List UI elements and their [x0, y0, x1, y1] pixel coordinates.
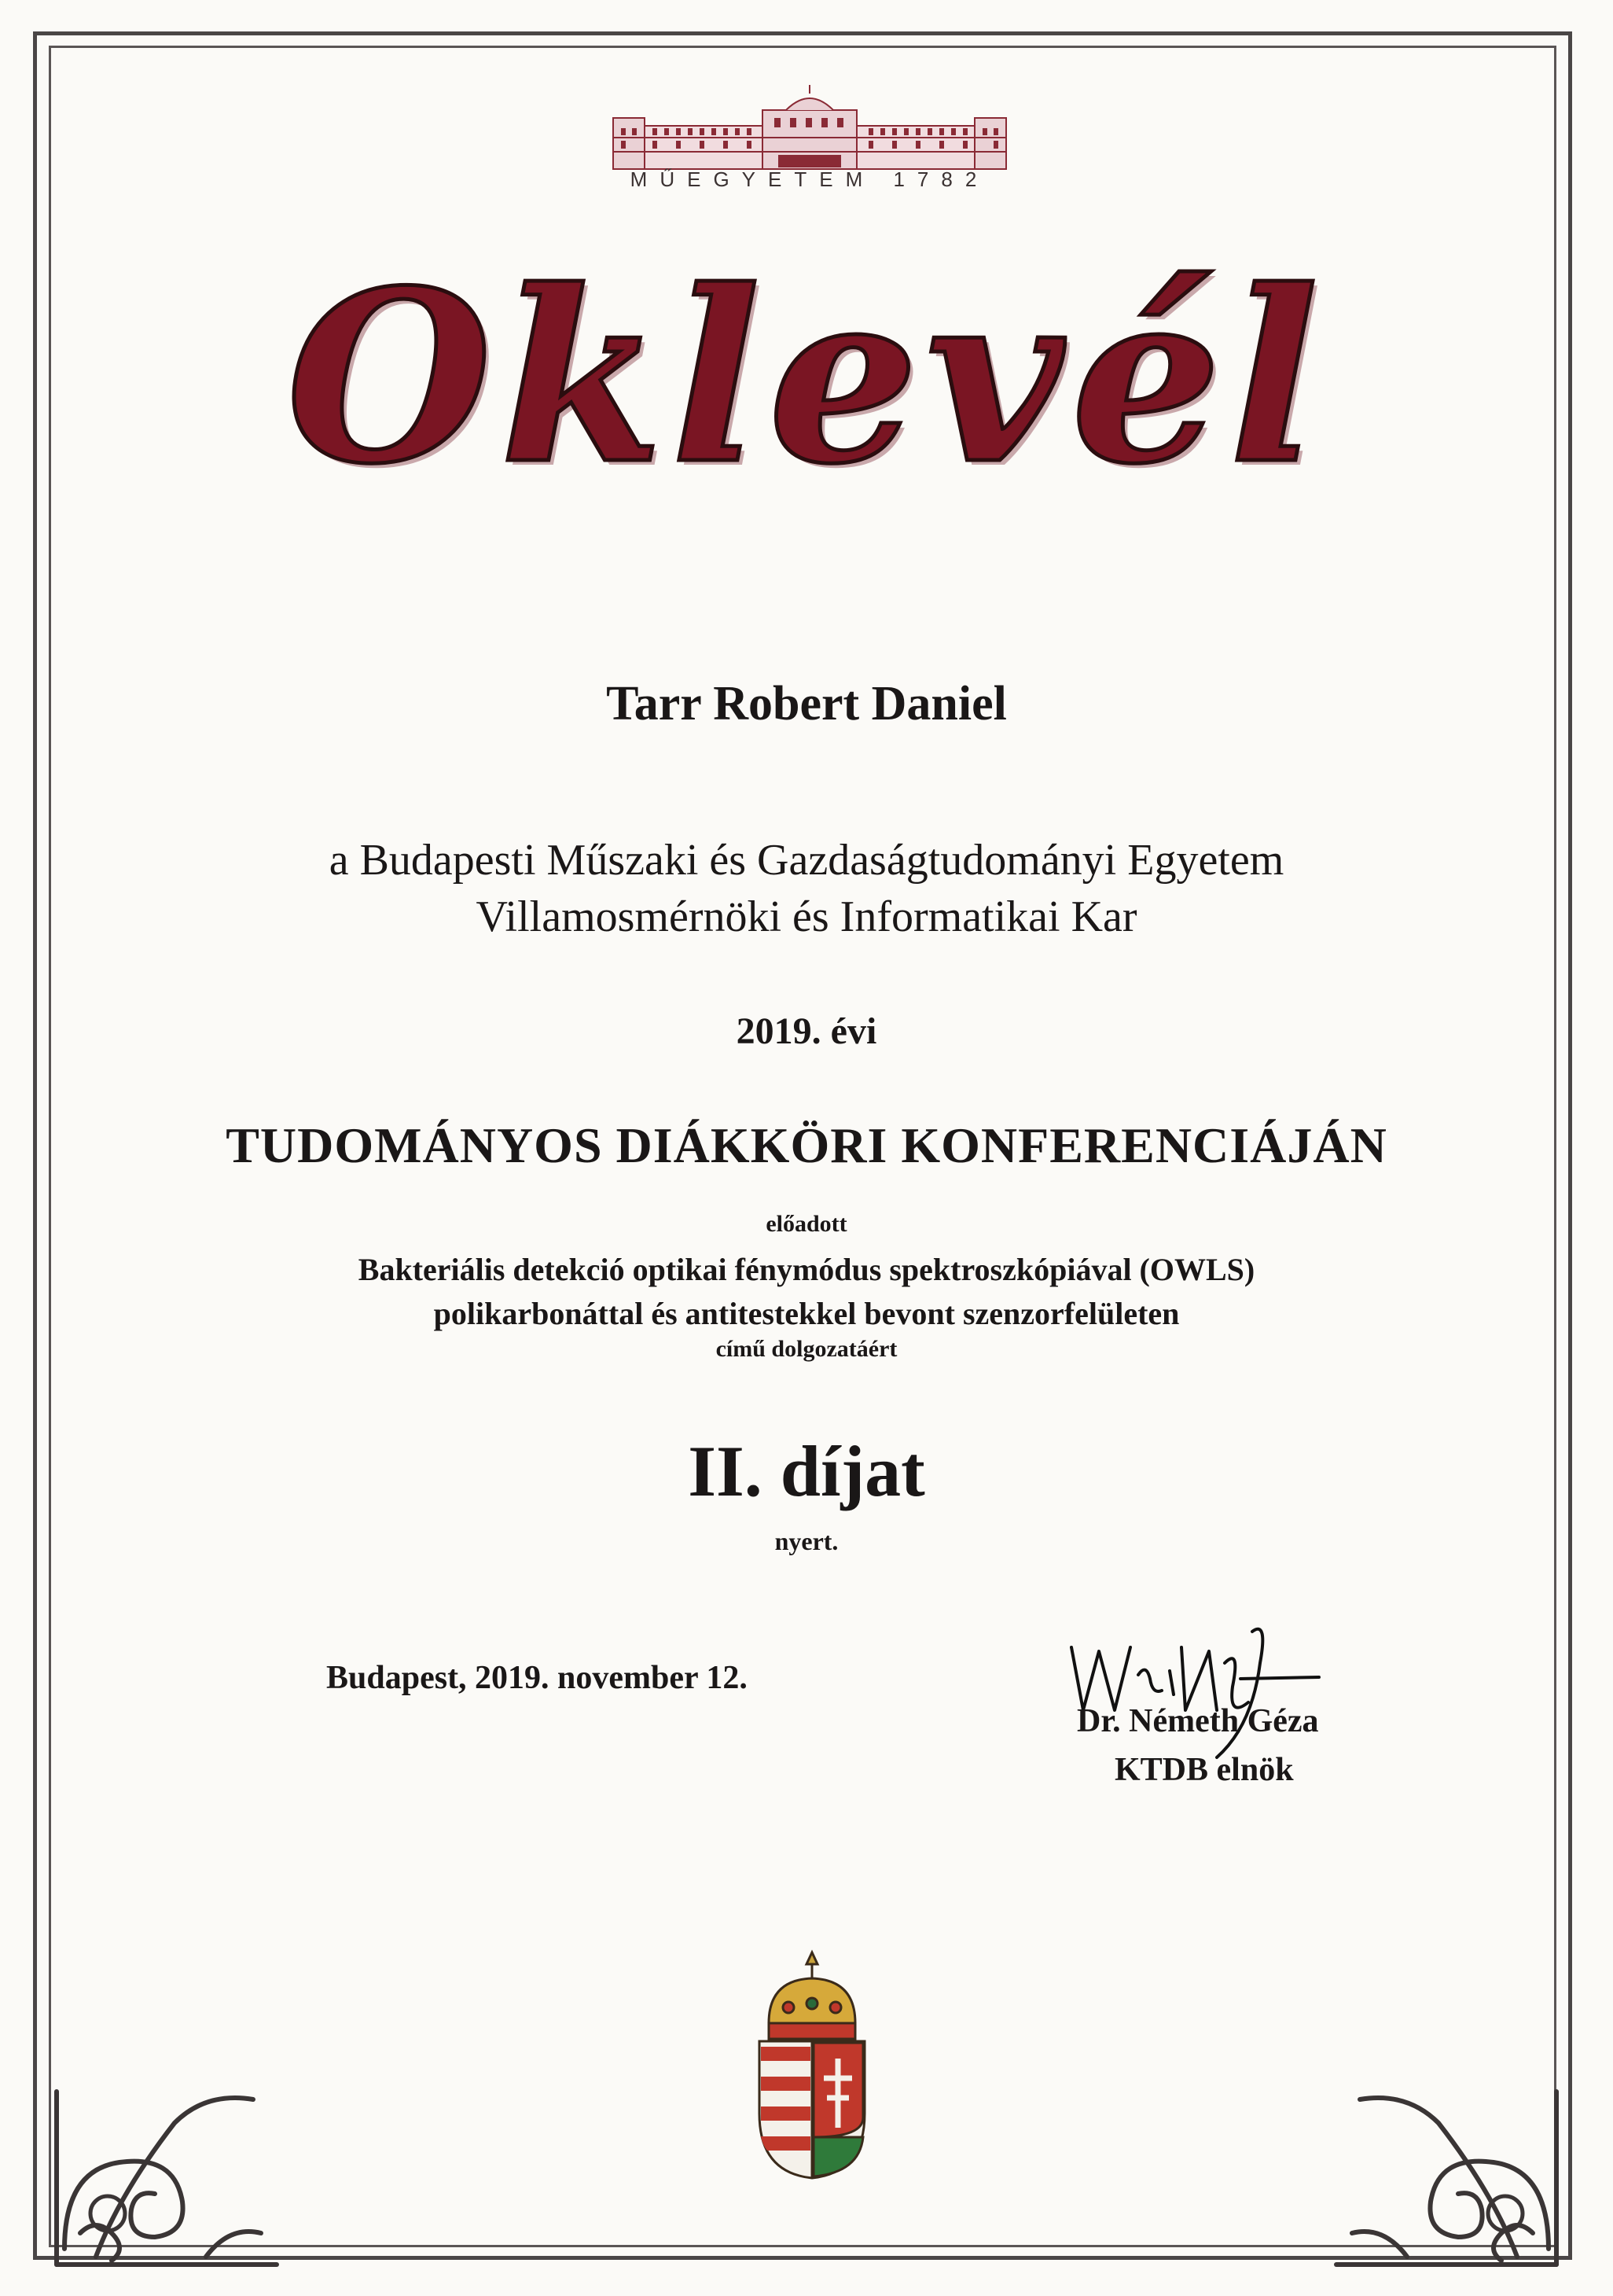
handwritten-signature [1060, 1616, 1327, 1765]
recipient-name: Tarr Robert Daniel [606, 677, 1007, 730]
diploma-title: Oklevél [286, 238, 1327, 516]
corner-ornament-right [1328, 2076, 1564, 2272]
corner-ornament-left [49, 2076, 285, 2272]
signatory-name: Dr. Németh Géza [1077, 1703, 1319, 1739]
paper-title-line-2: polikarbonáttal és antitestekkel bevont szenzorfelületen [433, 1296, 1180, 1331]
place-date: Budapest, 2019. november 12. [326, 1660, 748, 1696]
presented-label: előadott [766, 1211, 847, 1237]
prize: II. díjat [688, 1431, 925, 1511]
institution-line-university: a Budapesti Műszaki és Gazdaságtudományi Egyetem [329, 836, 1284, 885]
institution [0, 832, 1613, 945]
won-label: nyert. [774, 1527, 839, 1555]
paper-suffix: című dolgozatáért [715, 1336, 898, 1362]
institution-line-faculty: Villamosmérnöki és Informatikai Kar [476, 892, 1137, 941]
logo-caption: MŰEGYETEM 1782 [630, 167, 990, 191]
signatory-role: KTDB elnök [1115, 1752, 1294, 1788]
event-year: 2019. évi [736, 1010, 877, 1052]
paper-title-line-1: Bakteriális detekció optikai fénymódus spektroszkópiával (OWLS) [358, 1252, 1255, 1287]
coat-of-arms [753, 1948, 871, 2184]
paper-title [0, 1248, 1613, 1336]
conference-name: TUDOMÁNYOS DIÁKKÖRI KONFERENCIÁJÁN [226, 1117, 1387, 1173]
